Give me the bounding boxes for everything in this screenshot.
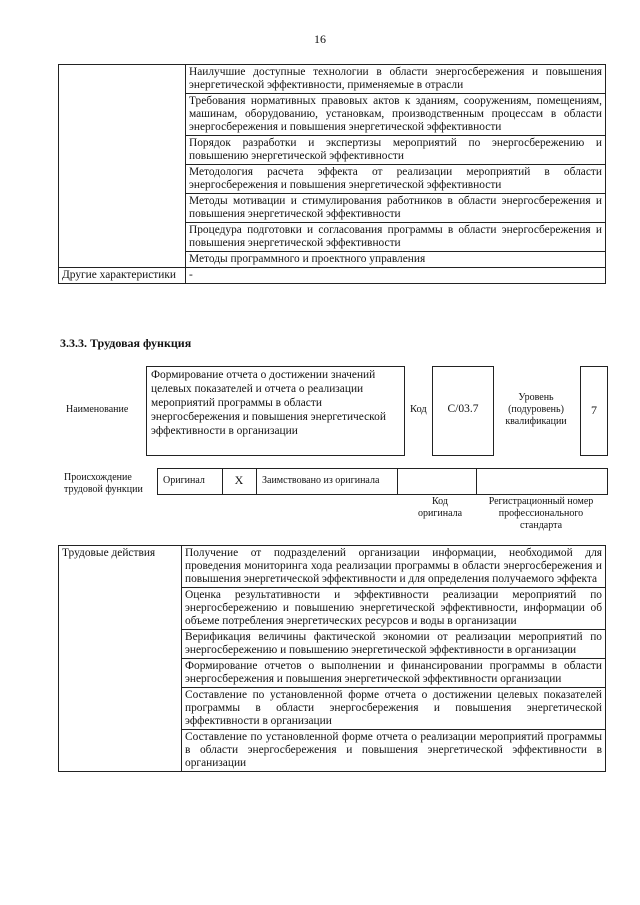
origin-code-cell <box>397 468 477 495</box>
knowledge-item: Методы программного и проектного управления <box>186 252 606 268</box>
action-item: Верификация величины фактической экономии от реализации мероприятий по энергосбережению и повышению энергетической эффективности в организации <box>182 630 606 659</box>
borrowed-label: Заимствовано из оригинала <box>262 475 380 486</box>
actions-table <box>58 545 606 772</box>
section-title: 3.3.3. Трудовая функция <box>60 336 192 350</box>
knowledge-item: Методология расчета эффекта от реализации мероприятий в области энергосбережения и повышения энергетической эффективности <box>186 165 606 194</box>
knowledge-table <box>58 64 606 284</box>
action-item: Составление по установленной форме отчета о достижении целевых показателей программы в области энергосбережения и повышения энергетической эффективности в организации <box>182 688 606 730</box>
knowledge-item: Порядок разработки и экспертизы мероприятий по энергосбережению и повышению энергетической эффективности <box>186 136 606 165</box>
other-characteristics-label: Другие характеристики <box>59 268 186 284</box>
action-item: Составление по установленной форме отчета о реализации мероприятий программы в области энергосбережения и повышения энергетической эффективности в организации <box>182 730 606 772</box>
function-code: C/03.7 <box>447 403 479 415</box>
registration-number-caption: Регистрационный номер профессионального стандарта <box>488 496 594 531</box>
action-item: Оценка результативности и эффективности реализации мероприятий по энергосбережению и повышению энергетической эффективности, информации об объеме потребления энергетических ресурсов и воды в организации <box>182 588 606 630</box>
level-box <box>580 366 608 456</box>
function-name: Формирование отчета о достижении значений целевых показателей и отчета о реализации мероприятий программы в области энергосбережения и повышения энергетической эффективности в организации <box>151 369 386 437</box>
other-characteristics-value: - <box>186 268 606 284</box>
code-box <box>432 366 494 456</box>
knowledge-item: Методы мотивации и стимулирования работников в области энергосбережения и повышения энергетической эффективности <box>186 194 606 223</box>
knowledge-item: Требования нормативных правовых актов к зданиям, сооружениям, помещениям, машинам, оборудованию, установкам, производственным процессам в области энергосбережения и повышения энергетической эффективности <box>186 94 606 136</box>
action-item: Формирование отчетов о выполнении и финансировании программы в области энергосбережения и повышения энергетической эффективности организации <box>182 659 606 688</box>
level-label: Уровень (подуровень) квалификации <box>505 392 567 427</box>
knowledge-item: Процедура подготовки и согласования программы в области энергосбережения и повышения энергетической эффективности <box>186 223 606 252</box>
knowledge-item: Наилучшие доступные технологии в области энергосбережения и повышения энергетической эффективности, применяемые в отрасли <box>186 65 606 94</box>
original-label: Оригинал <box>163 475 205 486</box>
page-number: 16 <box>314 32 326 46</box>
name-label: Наименование <box>66 404 129 415</box>
name-box <box>146 366 405 456</box>
original-code-caption: Код оригинала <box>417 496 463 519</box>
code-label: Код <box>410 404 427 415</box>
action-item: Получение от подразделений организации информации, необходимой для проведения мониторинга хода реализации программы в области энергосбережения и повышения энергетической эффективности и для определения получаемого эффекта <box>182 546 606 588</box>
qualification-level: 7 <box>591 403 597 417</box>
knowledge-label-cell <box>59 65 186 268</box>
original-mark: X <box>234 473 244 487</box>
origin-label: Происхождение трудовой функции <box>64 472 143 495</box>
actions-label: Трудовые действия <box>59 546 182 772</box>
